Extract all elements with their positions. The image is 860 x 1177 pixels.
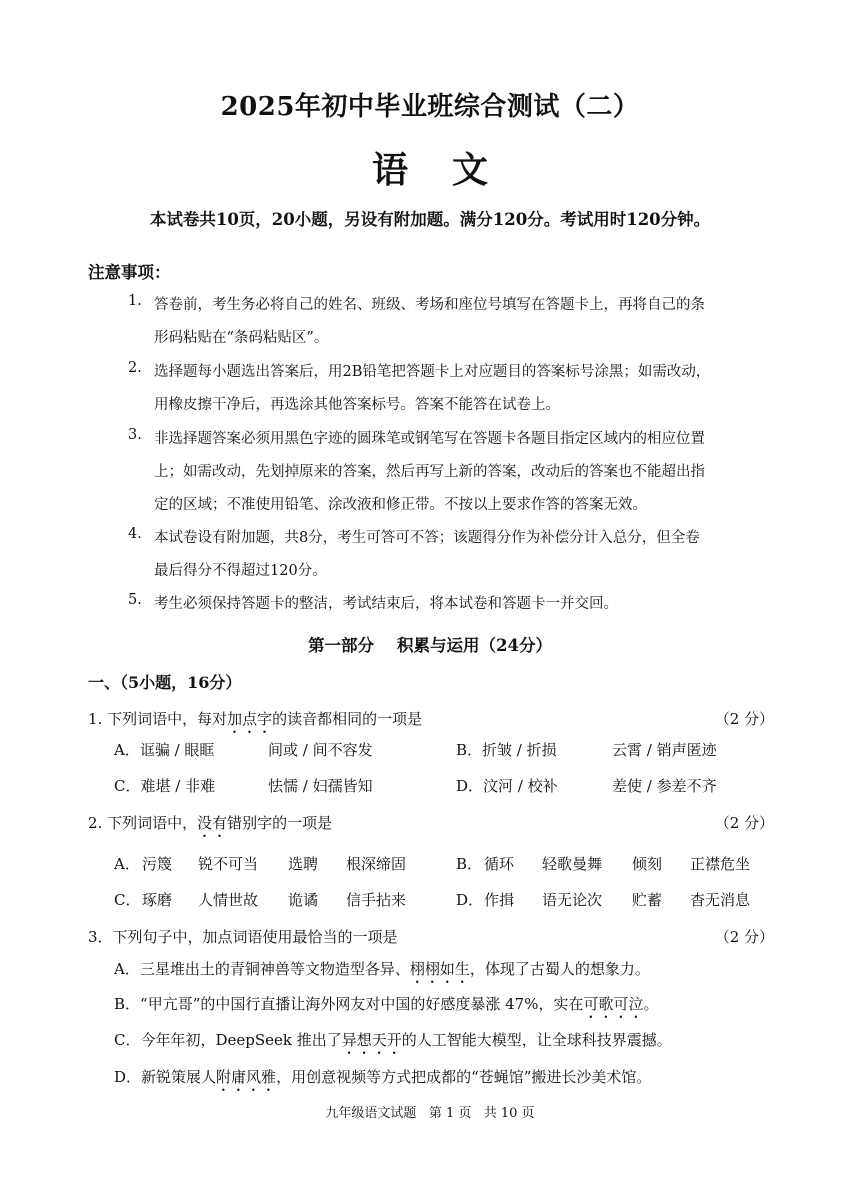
part-title: 第一部分 积累与运用（24分） (308, 636, 552, 655)
option-text: ，用创意视频等方式把成都的“苍蝇馆”搬进长沙美术馆。 (276, 1068, 652, 1086)
q1-option-b-2: 云霄 / 销声匿迹 (612, 741, 717, 759)
option-text: 。 (643, 995, 659, 1013)
q3-option-d (114, 1066, 651, 1095)
option-text: 今年年初，DeepSeek 推出了 (140, 1031, 342, 1049)
page-footer: 九年级语文试题 第 1 页 共 10 页 (325, 1106, 535, 1121)
notice-number: 2. (128, 360, 142, 376)
question-score: （2 分） (714, 928, 774, 946)
q2-option-word: 选聘 (288, 855, 319, 873)
q1-option-d-2: 差使 / 参差不齐 (612, 777, 717, 795)
exam-title: 2025年初中毕业班综合测试（二） (220, 92, 640, 122)
q2-option-word: 杳无消息 (690, 891, 751, 909)
emphasized-text: 没有 (197, 814, 228, 832)
notice-line: 最后得分不得超过120分。 (154, 563, 327, 579)
q2-option-word: 语无论次 (542, 891, 603, 909)
option-text: “甲亢哥”的中国行直播让海外网友对中国的好感度暴涨 47%，实在 (140, 995, 584, 1013)
q1-option-d (456, 775, 558, 796)
option-text: 新锐策展人 (141, 1068, 217, 1086)
q1-option-a-2: 间或 / 间不容发 (268, 741, 373, 759)
question-score: （2 分） (714, 814, 774, 832)
q3-option-b (114, 993, 659, 1022)
exam-intro: 本试卷共10页，20小题，另设有附加题。满分120分。考试用时120分钟。 (149, 210, 711, 229)
notice-number: 3. (128, 427, 142, 443)
q2-option-c-label: C． (114, 891, 141, 909)
q1-option-c (114, 775, 215, 796)
q2-option-word: 诡谲 (288, 891, 319, 909)
option-text: 折皱 / 折损 (482, 741, 557, 759)
option-text: 诓骗 / 眼眶 (139, 741, 215, 759)
notice-line: 考生必须保持答题卡的整洁，考试结束后，将本试卷和答题卡一并交回。 (154, 596, 618, 612)
emphasized-text: 异想天开 (341, 1031, 402, 1049)
question-1-stem (88, 708, 774, 737)
emphasized-text: 加点字 (227, 710, 273, 728)
q2-option-word: 污篾 (142, 855, 173, 873)
question-2-stem (88, 812, 774, 841)
q2-option-word: 根深缔固 (346, 855, 407, 873)
q1-option-c-2: 怯懦 / 妇孺皆知 (268, 777, 373, 795)
option-text: 难堪 / 非难 (140, 777, 216, 795)
q2-option-a-label: A． (114, 855, 140, 873)
option-label: B． (114, 995, 141, 1013)
stem-text: 错别字的一项是 (227, 814, 333, 832)
q3-option-c (114, 1029, 672, 1058)
notice-heading: 注意事项： (88, 263, 171, 282)
section-heading: 一、（5小题，16分） (88, 673, 242, 692)
q2-option-word: 循环 (484, 855, 515, 873)
notice-number: 5. (128, 592, 142, 608)
stem-text: 1. 下列词语中，每对 (88, 710, 228, 728)
option-text: 汶河 / 校补 (483, 777, 558, 795)
q2-option-word: 信手拈来 (346, 891, 407, 909)
option-label: B． (456, 741, 483, 759)
emphasized-text: 可歌可泣 (583, 995, 644, 1013)
emphasized-text: 附庸风雅 (216, 1068, 277, 1086)
q2-option-d-label: D． (456, 891, 484, 909)
option-text: 的人工智能大模型，让全球科技界震撼。 (401, 1031, 672, 1049)
notice-number: 1. (128, 293, 142, 309)
q2-option-word: 人情世故 (198, 891, 259, 909)
option-label: D． (456, 777, 484, 795)
notice-line: 定的区域；不准使用铅笔、涂改液和修正带。不按以上要求作答的答案无效。 (154, 497, 647, 513)
option-text: 三星堆出土的青铜神兽等文物造型各异、 (139, 960, 410, 978)
q1-option-b (456, 739, 557, 760)
question-3-stem (88, 926, 774, 947)
option-label: D． (114, 1068, 142, 1086)
stem-text: 的读音都相同的一项是 (272, 710, 423, 728)
option-label: A． (114, 741, 140, 759)
q2-option-word: 作揖 (484, 891, 515, 909)
notice-line: 用橡皮擦干净后，再选涂其他答案标号。答案不能答在试卷上。 (154, 397, 560, 413)
q1-option-a (114, 739, 214, 760)
question-score: （2 分） (714, 710, 774, 728)
notice-line: 答卷前，考生务必将自己的姓名、班级、考场和座位号填写在答题卡上，再将自己的条 (154, 297, 705, 313)
q2-option-word: 正襟危坐 (690, 855, 751, 873)
option-label: C． (114, 777, 141, 795)
q2-option-word: 倾刻 (632, 855, 663, 873)
q3-option-a (114, 958, 650, 987)
emphasized-text: 栩栩如生 (409, 960, 470, 978)
notice-line: 非选择题答案必须用黑色字迹的圆珠笔或钢笔写在答题卡各题目指定区域内的相应位置 (154, 431, 705, 447)
q2-option-word: 琢磨 (142, 891, 173, 909)
stem-text: 3．下列句子中，加点词语使用最恰当的一项是 (88, 928, 398, 946)
notice-line: 选择题每小题选出答案后，用2B铅笔把答题卡上对应题目的答案标号涂黑；如需改动， (154, 364, 711, 380)
q2-option-b-label: B． (456, 855, 483, 873)
option-label: C． (114, 1031, 141, 1049)
stem-text: 2. 下列词语中， (88, 814, 198, 832)
notice-number: 4. (128, 526, 142, 542)
notice-line: 形码粘贴在“条码粘贴区”。 (154, 330, 329, 346)
option-label: A． (114, 960, 140, 978)
q2-option-word: 轻歌曼舞 (542, 855, 603, 873)
option-text: ，体现了古蜀人的想象力。 (469, 960, 650, 978)
notice-line: 本试卷设有附加题，共8分，考生可答可不答；该题得分作为补偿分计入总分，但全卷 (154, 530, 700, 546)
subject-title: 语文 (371, 149, 532, 191)
notice-line: 上；如需改动，先划掉原来的答案，然后再写上新的答案，改动后的答案也不能超出指 (154, 464, 705, 480)
q2-option-word: 贮蓄 (632, 891, 663, 909)
q2-option-word: 锐不可当 (198, 855, 259, 873)
